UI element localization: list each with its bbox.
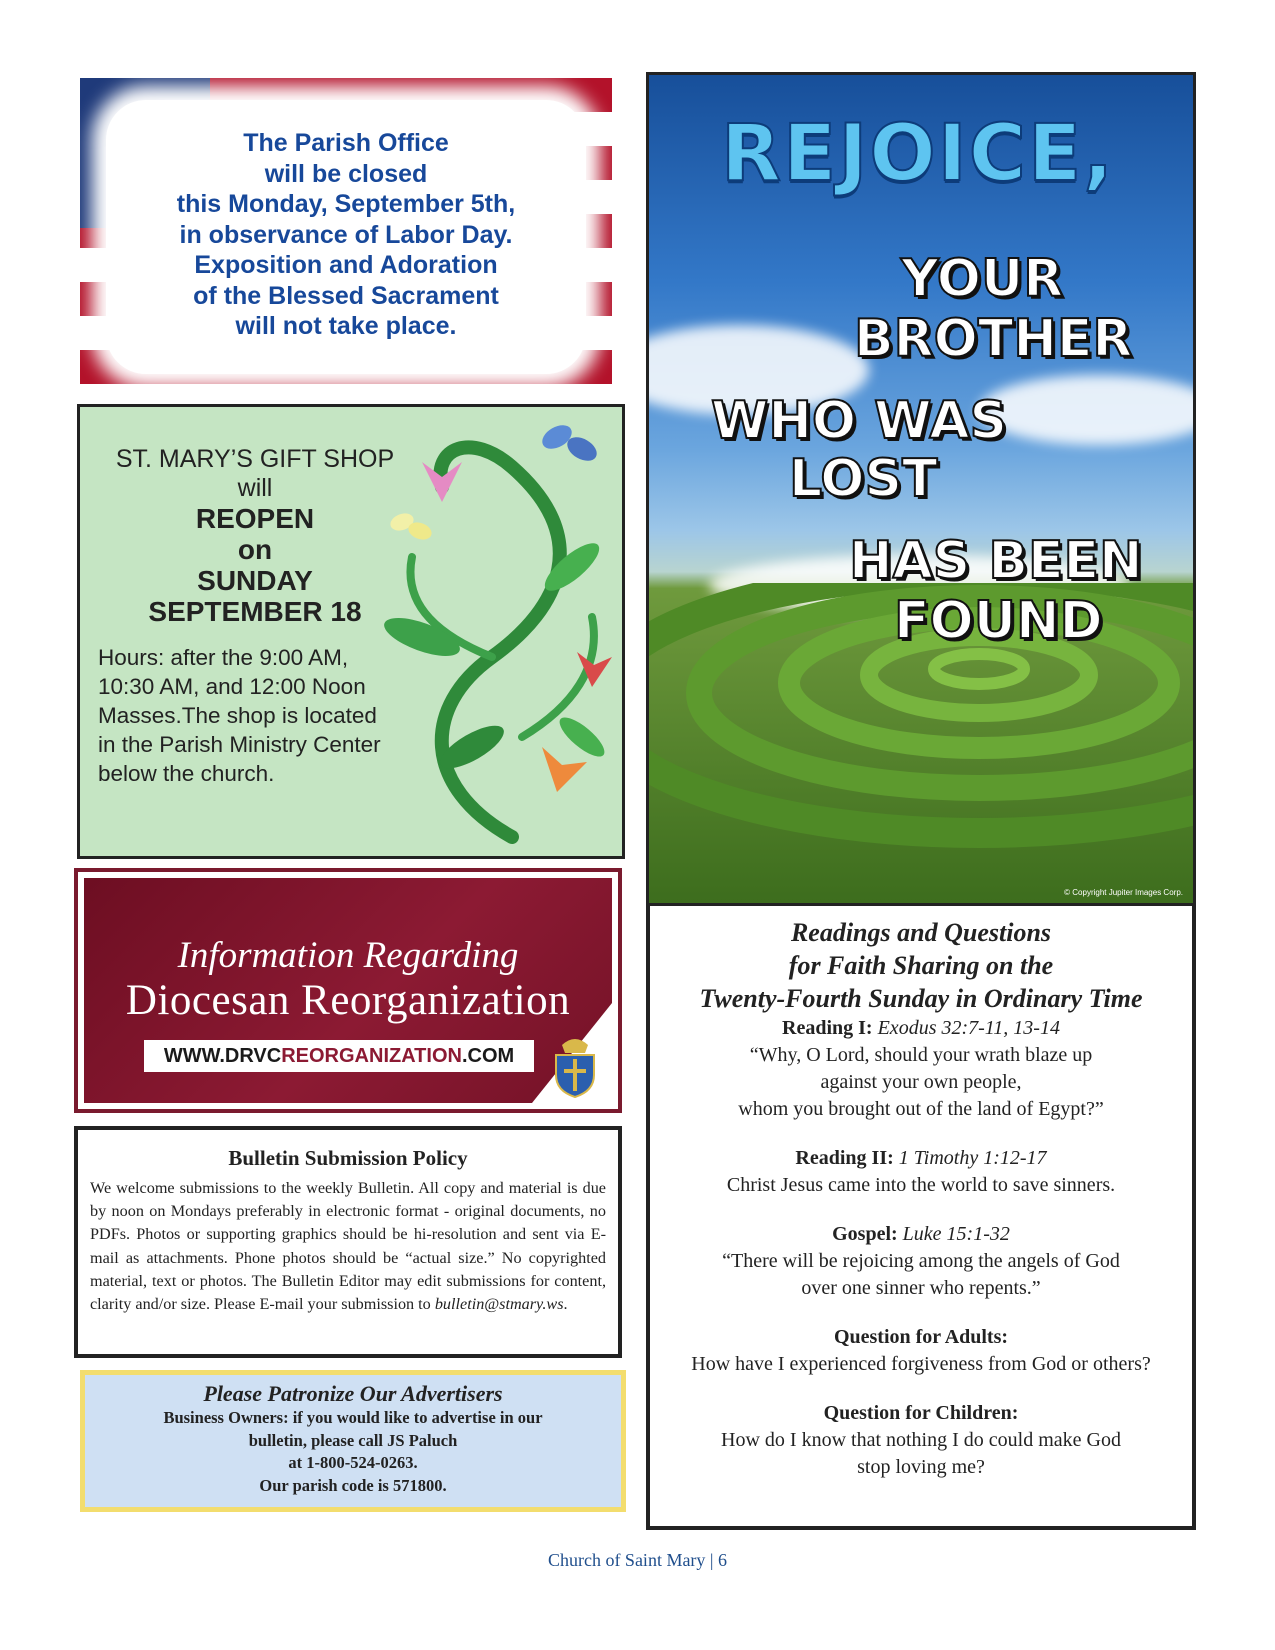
poster-copyright: © Copyright Jupiter Images Corp. [1064,888,1183,897]
labor-line: Exposition and Adoration [194,251,498,279]
gift-shop-reopen: REOPEN [195,503,315,534]
poster-word-your: YOUR [901,249,1064,309]
policy-body [90,1177,606,1316]
reading-1-text: against your own people, [820,1071,1022,1093]
policy-text: We welcome submissions to the weekly Bulletin. All copy and material is due by noon on Mondays preferably in electronic format - original documents, no PDFs. Photos or supporting graphics should be hi-resolution and sent via E-mail as attachments. Phone photos should be “actual size.” No copyrighted material, text or photos. The Bulletin Editor may edit submissions for content, clarity and/or size. Please E-mail your submission to [90,1179,606,1314]
url-highlight: REORGANIZATION [281,1045,462,1067]
poster-word-lost: LOST [789,449,938,509]
gospel [650,1221,1192,1302]
gospel-text: “There will be rejoicing among the angels of God [722,1250,1120,1272]
adults-label: Question for Adults: [833,1326,1009,1348]
diocesan-reorganization-banner [74,868,622,1113]
gift-shop-hours: Hours: after the 9:00 AM, 10:30 AM, and 12:00 Noon Masses.The shop is located in the Parish Ministry Center below the church. [98,645,381,786]
butterfly-icon [538,420,601,465]
poster-word-has-been: HAS BEEN [849,531,1143,591]
policy-email-link[interactable]: bulletin@stmary.ws [434,1295,564,1314]
gift-shop-will: will [237,474,273,502]
labor-line: will not take place. [235,312,457,340]
gift-shop-name: ST. MARY’S GIFT SHOP [115,445,395,473]
advertisers-title: Please Patronize Our Advertisers [203,1381,503,1406]
url-suffix: .COM [461,1045,515,1067]
gospel-text: over one sinner who repents.” [801,1277,1041,1299]
reading-2-text: Christ Jesus came into the world to save sinners. [726,1174,1116,1196]
poster-word-brother: BROTHER [854,309,1133,369]
labor-day-notice [80,78,612,396]
readings-and-questions [646,906,1196,1530]
diocese-crest-icon [552,1033,598,1099]
gospel-ref: Luke 15:1-32 [902,1223,1010,1245]
adults-text: How have I experienced forgiveness from God or others? [691,1353,1151,1375]
children-text: stop loving me? [857,1456,985,1478]
gift-shop-notice [77,404,625,859]
advertisers-line: Our parish code is 571800. [259,1475,447,1495]
question-children [650,1400,1192,1481]
gift-shop-date: SEPTEMBER 18 [148,596,362,627]
labor-line: in observance of Labor Day. [179,220,513,249]
labor-line: of the Blessed Sacrament [193,281,499,310]
gift-shop-heading [90,445,420,627]
labor-line: this Monday, September 5th, [176,190,516,218]
question-adults [650,1324,1192,1378]
advertisers-line: at 1-800-524-0263. [288,1453,418,1472]
reading-2-label: Reading II: [795,1147,894,1169]
policy-title: Bulletin Submission Policy [228,1146,468,1170]
reading-2-ref: 1 Timothy 1:12-17 [898,1147,1047,1169]
gift-shop-on: on [237,534,273,565]
url-prefix: WWW.DRVC [163,1045,282,1067]
readings-title [650,916,1192,1015]
labor-line: will be closed [264,159,428,188]
poster-word-who-was: WHO WAS [711,391,1007,451]
policy-end: . [563,1295,568,1314]
readings-title-line: Readings and Questions [790,918,1052,947]
reading-1-text: “Why, O Lord, should your wrath blaze up [749,1044,1093,1066]
poster-word-rejoice: REJOICE, [721,109,1115,199]
labor-day-text [80,128,612,342]
bulletin-submission-policy [74,1126,622,1358]
readings-title-line: for Faith Sharing on the [788,951,1054,980]
gospel-label: Gospel: [832,1223,898,1245]
reading-1-label: Reading I: [782,1017,873,1039]
poster-word-found: FOUND [894,591,1103,651]
gift-shop-day: SUNDAY [197,565,313,596]
banner-line-1: Information Regarding [177,935,519,976]
reading-1-ref: Exodus 32:7-11, 13-14 [877,1017,1060,1039]
banner-line-2: Diocesan Reorganization [125,977,571,1024]
advertisers-line: Business Owners: if you would like to advertise in our [163,1408,543,1427]
reorganization-url-link[interactable] [144,1040,534,1072]
readings-title-line: Twenty-Fourth Sunday in Ordinary Time [699,984,1143,1013]
labor-line: The Parish Office [243,129,449,157]
rejoice-poster [646,72,1196,906]
advertisers-line: bulletin, please call JS Paluch [248,1430,458,1450]
advertisers-notice [80,1370,626,1512]
children-label: Question for Children: [823,1402,1019,1424]
reading-1 [650,1015,1192,1123]
reading-1-text: whom you brought out of the land of Egypt?” [738,1098,1104,1120]
cloud [979,375,1196,445]
advertisers-body [85,1407,621,1497]
reading-2 [650,1145,1192,1199]
page-footer: Church of Saint Mary | 6 [547,1550,728,1570]
children-text: How do I know that nothing I do could make God [721,1429,1121,1451]
